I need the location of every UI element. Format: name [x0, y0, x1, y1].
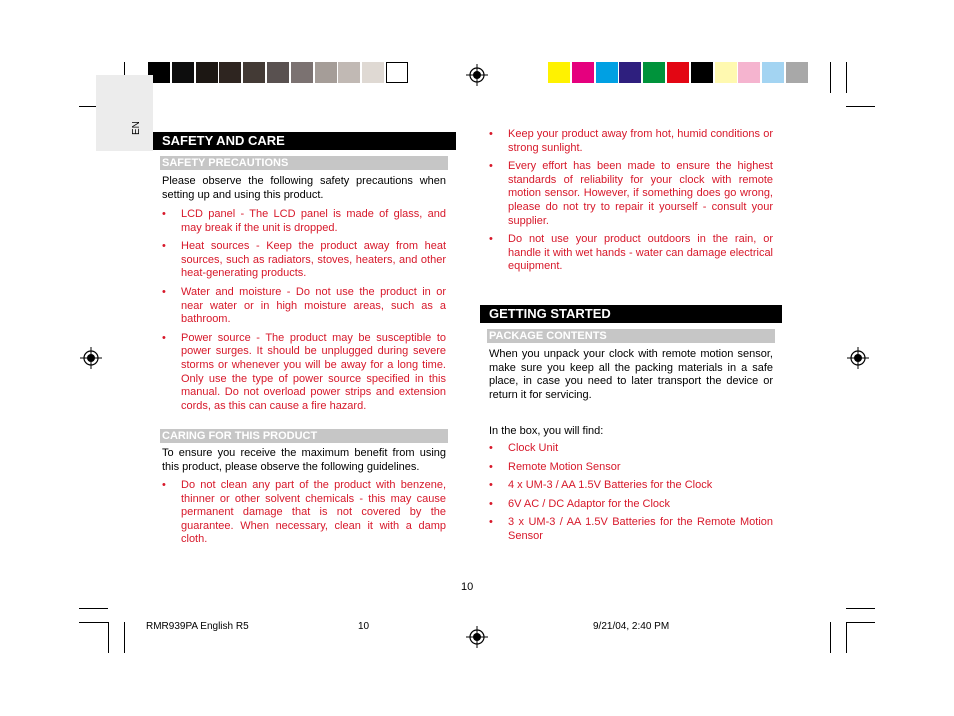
color-swatch	[596, 62, 618, 83]
box-contents-list	[489, 442, 773, 544]
color-swatch	[619, 62, 641, 83]
color-swatch	[762, 62, 784, 83]
color-swatch	[691, 62, 713, 83]
color-swatch	[338, 62, 360, 83]
list-item: • 4 x UM-3 / AA 1.5V Batteries for the Clock	[489, 479, 713, 492]
language-tab-label: EN	[131, 121, 142, 135]
list-item: • Heat sources - Keep the product away from heat sources, such as radiators, stoves, heaters, and other heat-generating products.	[162, 240, 446, 280]
registration-mark-icon	[466, 64, 488, 86]
subsection-title-safety-precautions: SAFETY PRECAUTIONS	[160, 156, 448, 170]
color-swatch	[172, 62, 194, 83]
caring-intro: To ensure you receive the maximum benefit from using this product, please observe the following guidelines.	[162, 447, 446, 473]
color-swatch	[548, 62, 570, 83]
list-item: • Do not clean any part of the product with benzene, thinner or other solvent chemicals - this may cause permanent damage that is not covered by the guarantee. When necessary, clean it with a damp cloth.	[162, 479, 446, 546]
color-swatch	[362, 62, 384, 83]
color-swatch	[219, 62, 241, 83]
color-swatch	[315, 62, 337, 83]
list-item: • LCD panel - The LCD panel is made of glass, and may break if the unit is dropped.	[162, 208, 446, 234]
list-item: • 6V AC / DC Adaptor for the Clock	[489, 497, 671, 510]
color-swatch	[196, 62, 218, 83]
list-item: • Water and moisture - Do not use the product in or near water or in high moisture areas, such as a bathroom.	[162, 285, 446, 326]
color-swatch	[386, 62, 408, 83]
section-title-getting-started: GETTING STARTED	[480, 305, 782, 323]
registration-mark-icon	[847, 347, 869, 369]
list-item: • Keep your product away from hot, humid conditions or strong sunlight.	[489, 128, 773, 154]
footer-timestamp: 9/21/04, 2:40 PM	[593, 621, 670, 632]
color-swatch	[243, 62, 265, 83]
color-swatch	[643, 62, 665, 83]
subsection-title-caring: CARING FOR THIS PRODUCT	[160, 429, 448, 443]
registration-mark-icon	[80, 347, 102, 369]
list-item: • Do not use your product outdoors in the rain, or handle it with wet hands - water can damage electrical equipment.	[489, 233, 773, 273]
list-item: • Clock Unit	[489, 442, 559, 454]
color-swatch	[572, 62, 594, 83]
subsection-title-package-contents: PACKAGE CONTENTS	[487, 329, 775, 343]
box-intro: In the box, you will find:	[489, 425, 604, 437]
page-number: 10	[461, 581, 474, 593]
caring-list	[162, 479, 446, 547]
registration-mark-icon	[466, 626, 488, 648]
color-swatch	[267, 62, 289, 83]
section-title-safety-and-care: SAFETY AND CARE	[153, 132, 456, 150]
list-item: • Every effort has been made to ensure the highest standards of reliability for your clock with remote motion sensor. However, if something does go wrong, please do not try to repair it yourself - consult your supplier.	[489, 160, 773, 227]
list-item: • Remote Motion Sensor	[489, 460, 621, 473]
color-swatch	[738, 62, 760, 83]
color-swatch	[715, 62, 737, 83]
color-swatch	[786, 62, 808, 83]
safety-list-continued	[489, 128, 773, 274]
color-swatch	[667, 62, 689, 83]
color-swatch	[291, 62, 313, 83]
language-tab	[96, 75, 153, 151]
list-item: • Power source - The product may be susceptible to power surges. It should be unplugged during severe storms or whenever you will be away for a long time. Only use the type of power source specified in this manual. Do not overload power strips and extension cords, as this can cause a fire hazard.	[162, 331, 446, 412]
package-intro: When you unpack your clock with remote motion sensor, make sure you keep all the packing materials in a safe place, in case you need to later transport the device or return it for servicing.	[489, 348, 773, 401]
footer-page: 10	[358, 621, 370, 632]
precautions-intro: Please observe the following safety precautions when setting up and using this product.	[162, 175, 446, 201]
footer-doc-name: RMR939PA English R5	[146, 621, 249, 632]
precautions-list	[162, 208, 446, 413]
list-item: • 3 x UM-3 / AA 1.5V Batteries for the Remote Motion Sensor	[489, 516, 773, 542]
